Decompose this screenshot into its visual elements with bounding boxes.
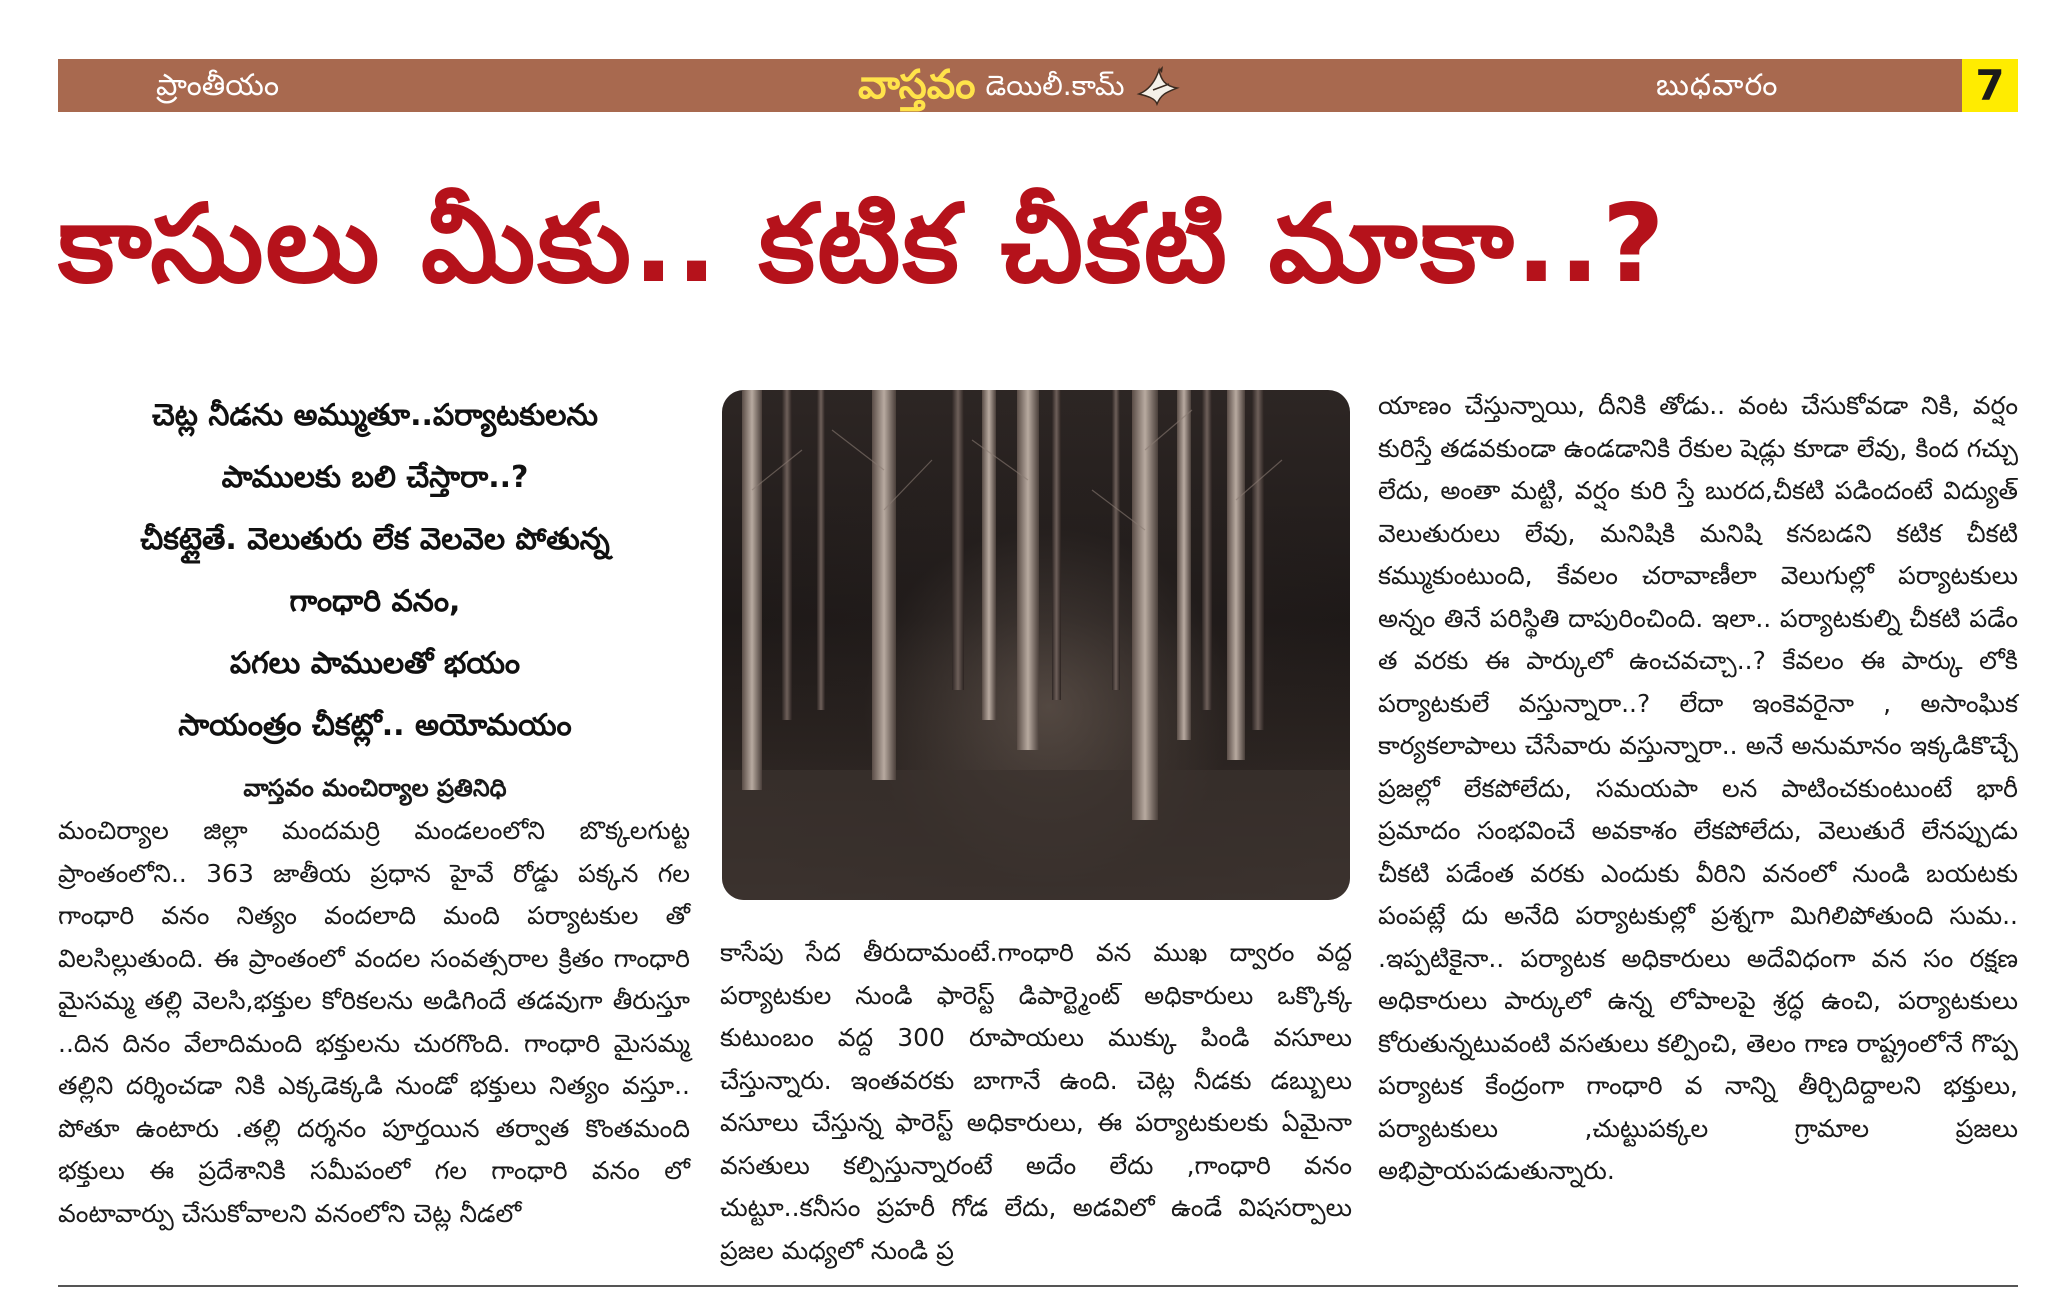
subhead-line: పాములకు బలి చేస్తారా..?: [221, 460, 529, 495]
brand-logo: [858, 59, 1181, 112]
article-column-middle: కాసేపు సేద తీరుదామంటే.గాంధారి వన ముఖ ద్వారం వద్ద పర్యాటకుల నుండి ఫారెస్ట్ డిపార్ట్మెంట్ అధికారులు ఒక్కొక్క కుటుంబం వద్ద 300 రూపాయలు ముక్కు పిండి వసూలు చేస్తున్నారు. ఇంతవరకు బాగానే ఉంది. చెట్ల నీడకు డబ్బులు వసూలు చేస్తున్న ఫారెస్ట్ అధికారులు, ఈ పర్యాటకులకు ఏమైనా వసతులు కల్పిస్తున్నారంటే అదేం లేదు ,గాంధారి వనం చుట్టూ..కనీసం ప్రహరీ గోడ లేదు, అడవిలో ఉండే విషసర్పాలు ప్రజల మధ్యలో నుండి ప్ర: [720, 938, 1352, 1265]
subhead-line: సాయంత్రం చీకట్లో.. అయోమయం: [178, 708, 572, 743]
subhead-line: పగలు పాములతో భయం: [229, 646, 521, 681]
section-label: ప్రాంతీయం: [156, 68, 280, 103]
brand-domain: డెయిలీ.కామ్: [985, 69, 1125, 102]
subhead-line: గాంధారి వనం,: [289, 584, 461, 619]
bottom-divider: [58, 1285, 2018, 1287]
byline: వాస్తవం మంచిర్యాల ప్రతినిధి: [243, 774, 507, 802]
brand-name: వాస్తవం: [858, 62, 976, 108]
issue-date: బుధవారం 22.10.2025: [1656, 68, 1838, 156]
subhead-line: చెట్ల నీడను అమ్ముతూ..పర్యాటకులను: [152, 398, 598, 433]
subheads: [60, 385, 690, 757]
bird-icon: [1135, 64, 1181, 108]
dark-forest-photo: [722, 390, 1350, 900]
masthead-bar: [58, 59, 1970, 156]
page-number: 7: [1962, 59, 2018, 112]
article-column-left: మంచిర్యాల జిల్లా మందమర్రి మండలంలోని బొక్కలగుట్ట ప్రాంతంలోని.. 363 జాతీయ ప్రధాన హైవే రోడ్డు పక్కన గల గాంధారి వనం నిత్యం వందలాది మంది పర్యాటకుల తో విలసిల్లుతుంది. ఈ ప్రాంతంలో వందల సంవత్సరాల క్రితం గాంధారి మైసమ్మ తల్లి వెలసి,భక్తుల కోరికలను అడిగిందే తడవుగా తీరుస్తూ ..దిన దినం వేలాదిమంది భక్తులను చురగొంది. గాంధారి మైసమ్మ తల్లిని దర్శించడా నికి ఎక్కడెక్కడి నుండో భక్తులు నిత్యం వస్తూ.. పోతూ ఉంటారు .తల్లి దర్శనం పూర్తయిన తర్వాత కొంతమంది భక్తులు ఈ ప్రదేశానికి సమీపంలో గల గాంధారి వనం లో వంటావార్పు చేసుకోవాలని వనంలోని చెట్ల నీడలో: [58, 816, 690, 1228]
article-column-right: యాణం చేస్తున్నాయి, దీనికి తోడు.. వంట చేసుకోవడా నికి, వర్షం కురిస్తే తడవకుండా ఉండడానికి రేకుల షెడ్లు కూడా లేవు, కింద గచ్చు లేదు, అంతా మట్టి, వర్షం కురి స్తే బురద,చీకటి పడిందంటే విద్యుత్ వెలుతురులు లేవు, మనిషికి మనిషి కనబడని కటిక చీకటి కమ్ముకుంటుంది, కేవలం చరావాణీలా వెలుగుల్లో పర్యాటకులు అన్నం తినే పరిస్థితి దాపురించింది. ఇలా.. పర్యాటకుల్ని చీకటి పడేం త వరకు ఈ పార్కులో ఉంచవచ్చా..? కేవలం ఈ పార్కు లోకి పర్యాటకులే వస్తున్నారా..? లేదా ఇంకెవరైనా , అసాంఘిక కార్యకలాపాలు చేసేవారు వస్తున్నారా.. అనే అనుమానం ఇక్కడికొచ్చే ప్రజల్లో లేకపోలేదు, సమయపా లన పాటించకుంటుంటే భారీ ప్రమాదం సంభవించే అవకాశం లేకపోలేదు, వెలుతురే లేనప్పుడు చీకటి పడేంత వరకు ఎందుకు వీరిని వనంలో నుండి బయటకు పంపట్లే దు అనేది పర్యాటకుల్లో ప్రశ్నగా మిగిలిపోతుంది సుమ.. .ఇప్పటికైనా.. పర్యాటక అధికారులు అదేవిధంగా వన సం రక్షణ అధికారులు పార్కులో ఉన్న లోపాలపై శ్రద్ధ ఉంచి, పర్యాటకులు కోరుతున్నటువంటి వసతులు కల్పించి, తెలం గాణ రాష్ట్రంలోనే గొప్ప పర్యాటక కేంద్రంగా గాంధారి వ నాన్ని తీర్చిదిద్దాలని భక్తులు, పర్యాటకులు ,చుట్టుపక్కల గ్రామాల ప్రజలు అభిప్రాయపడుతున్నారు.: [1378, 391, 2018, 1185]
forest-trees-icon: [722, 390, 1350, 900]
subhead-line: చీకట్లైతే. వెలుతురు లేక వెలవెల పోతున్న: [140, 522, 610, 557]
headline: కాసులు మీకు.. కటిక చీకటి మాకా..?: [58, 182, 1667, 307]
